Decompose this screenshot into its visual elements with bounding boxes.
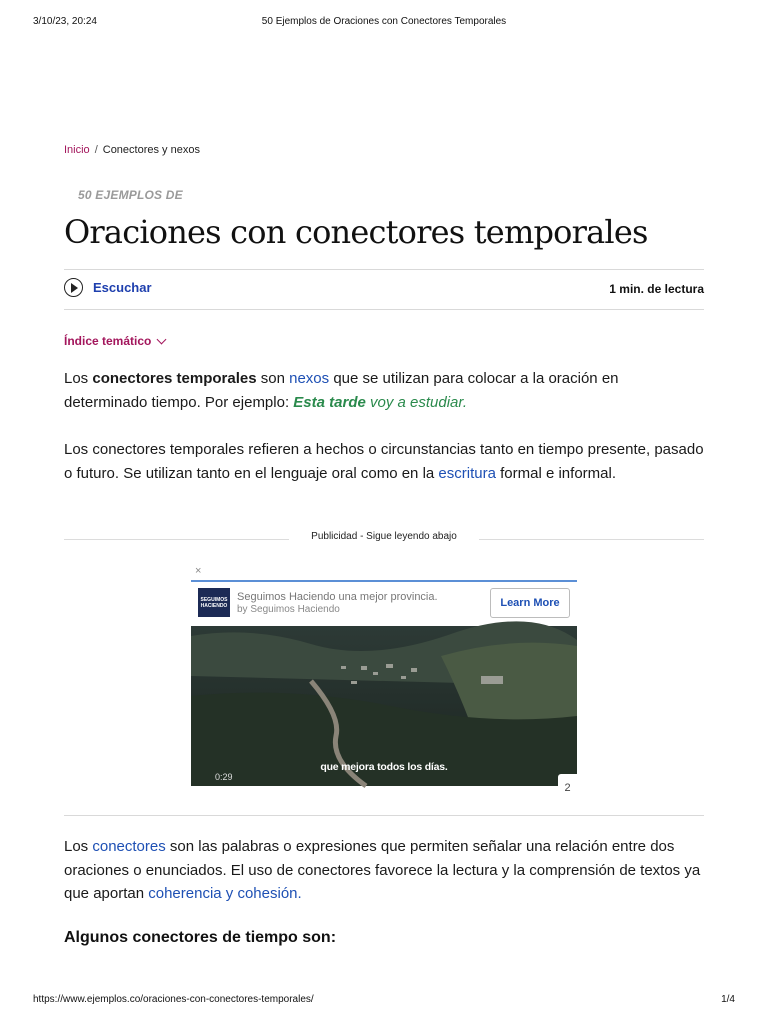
link-escritura[interactable]: escritura	[438, 464, 496, 482]
breadcrumb-separator: /	[94, 144, 98, 156]
chevron-down-icon[interactable]	[157, 334, 167, 344]
print-url: https://www.ejemplos.co/oraciones-con-conectores-temporales/	[33, 994, 314, 1005]
text: Los	[64, 370, 93, 387]
text: son las palabras o expresiones que permiten señalar una relación entre dos oraciones o enunciados. El uso de conectores favorece la lectura y la comprensión de textos ya que aportan	[64, 838, 701, 902]
bold-term: conectores temporales	[92, 370, 257, 387]
link-conectores[interactable]: conectores	[92, 838, 166, 855]
ad-video-frame[interactable]	[191, 626, 577, 794]
table-of-contents-toggle[interactable]	[64, 334, 165, 348]
ad-logo: SEGUIMOS HACIENDO	[198, 588, 230, 617]
text: son	[256, 370, 290, 387]
section-heading: Algunos conectores de tiempo son:	[64, 929, 337, 946]
link-coherencia-cohesion[interactable]: coherencia y cohesión.	[148, 885, 302, 902]
print-date: 3/10/23, 20:24	[33, 16, 97, 27]
table-of-contents-label[interactable]: Índice temático	[64, 334, 152, 348]
ad-header	[191, 582, 577, 626]
text: que se utilizan para colocar a la oración en determinado tiempo. Por ejemplo:	[64, 370, 619, 411]
ad-sponsor: by Seguimos Haciendo	[237, 604, 340, 615]
text: Los conectores temporales refieren a hechos o circunstancias tanto en tiempo presente, pasado o futuro. Se utilizan tanto en el lenguaje oral como en la	[64, 441, 704, 482]
video-ad[interactable]	[191, 580, 577, 794]
text: formal e informal.	[495, 464, 616, 482]
divider-top	[64, 269, 704, 270]
ad-close-icon[interactable]: ×	[195, 565, 202, 577]
ad-label: Publicidad - Sigue leyendo abajo	[311, 531, 457, 542]
third-paragraph	[64, 835, 704, 906]
example-connector: Esta tarde	[293, 393, 366, 411]
learn-more-button[interactable]: Learn More	[490, 588, 570, 618]
text: Los	[64, 838, 93, 855]
print-header	[33, 16, 735, 30]
divider-after-ad	[64, 815, 704, 816]
second-paragraph	[64, 438, 704, 485]
ad-label-line-right	[479, 539, 704, 540]
play-icon[interactable]	[64, 278, 83, 297]
listen-button[interactable]	[64, 278, 152, 297]
ad-page-indicator[interactable]: 2	[558, 774, 577, 802]
listen-label[interactable]: Escuchar	[93, 280, 152, 295]
link-nexos[interactable]: nexos	[289, 370, 330, 387]
ad-video-caption: que mejora todos los días.	[320, 761, 448, 773]
print-footer	[33, 994, 735, 1008]
intro-paragraph	[64, 367, 704, 414]
breadcrumb	[64, 144, 200, 156]
ad-video-time: 0:29	[215, 772, 233, 782]
ad-headline: Seguimos Haciendo una mejor provincia.	[237, 591, 438, 603]
divider-bottom	[64, 309, 704, 310]
print-page-number: 1/4	[721, 994, 735, 1005]
ad-label-row	[64, 531, 704, 545]
breadcrumb-home-link[interactable]: Inicio	[64, 144, 90, 156]
article-kicker: 50 EJEMPLOS DE	[78, 188, 183, 202]
read-time: 1 min. de lectura	[609, 282, 704, 296]
print-document-title: 50 Ejemplos de Oraciones con Conectores Temporales	[261, 16, 507, 27]
breadcrumb-current[interactable]: Conectores y nexos	[102, 144, 200, 156]
page-title: Oraciones con conectores temporales	[64, 213, 648, 251]
example-sentence: voy a estudiar.	[365, 393, 468, 411]
